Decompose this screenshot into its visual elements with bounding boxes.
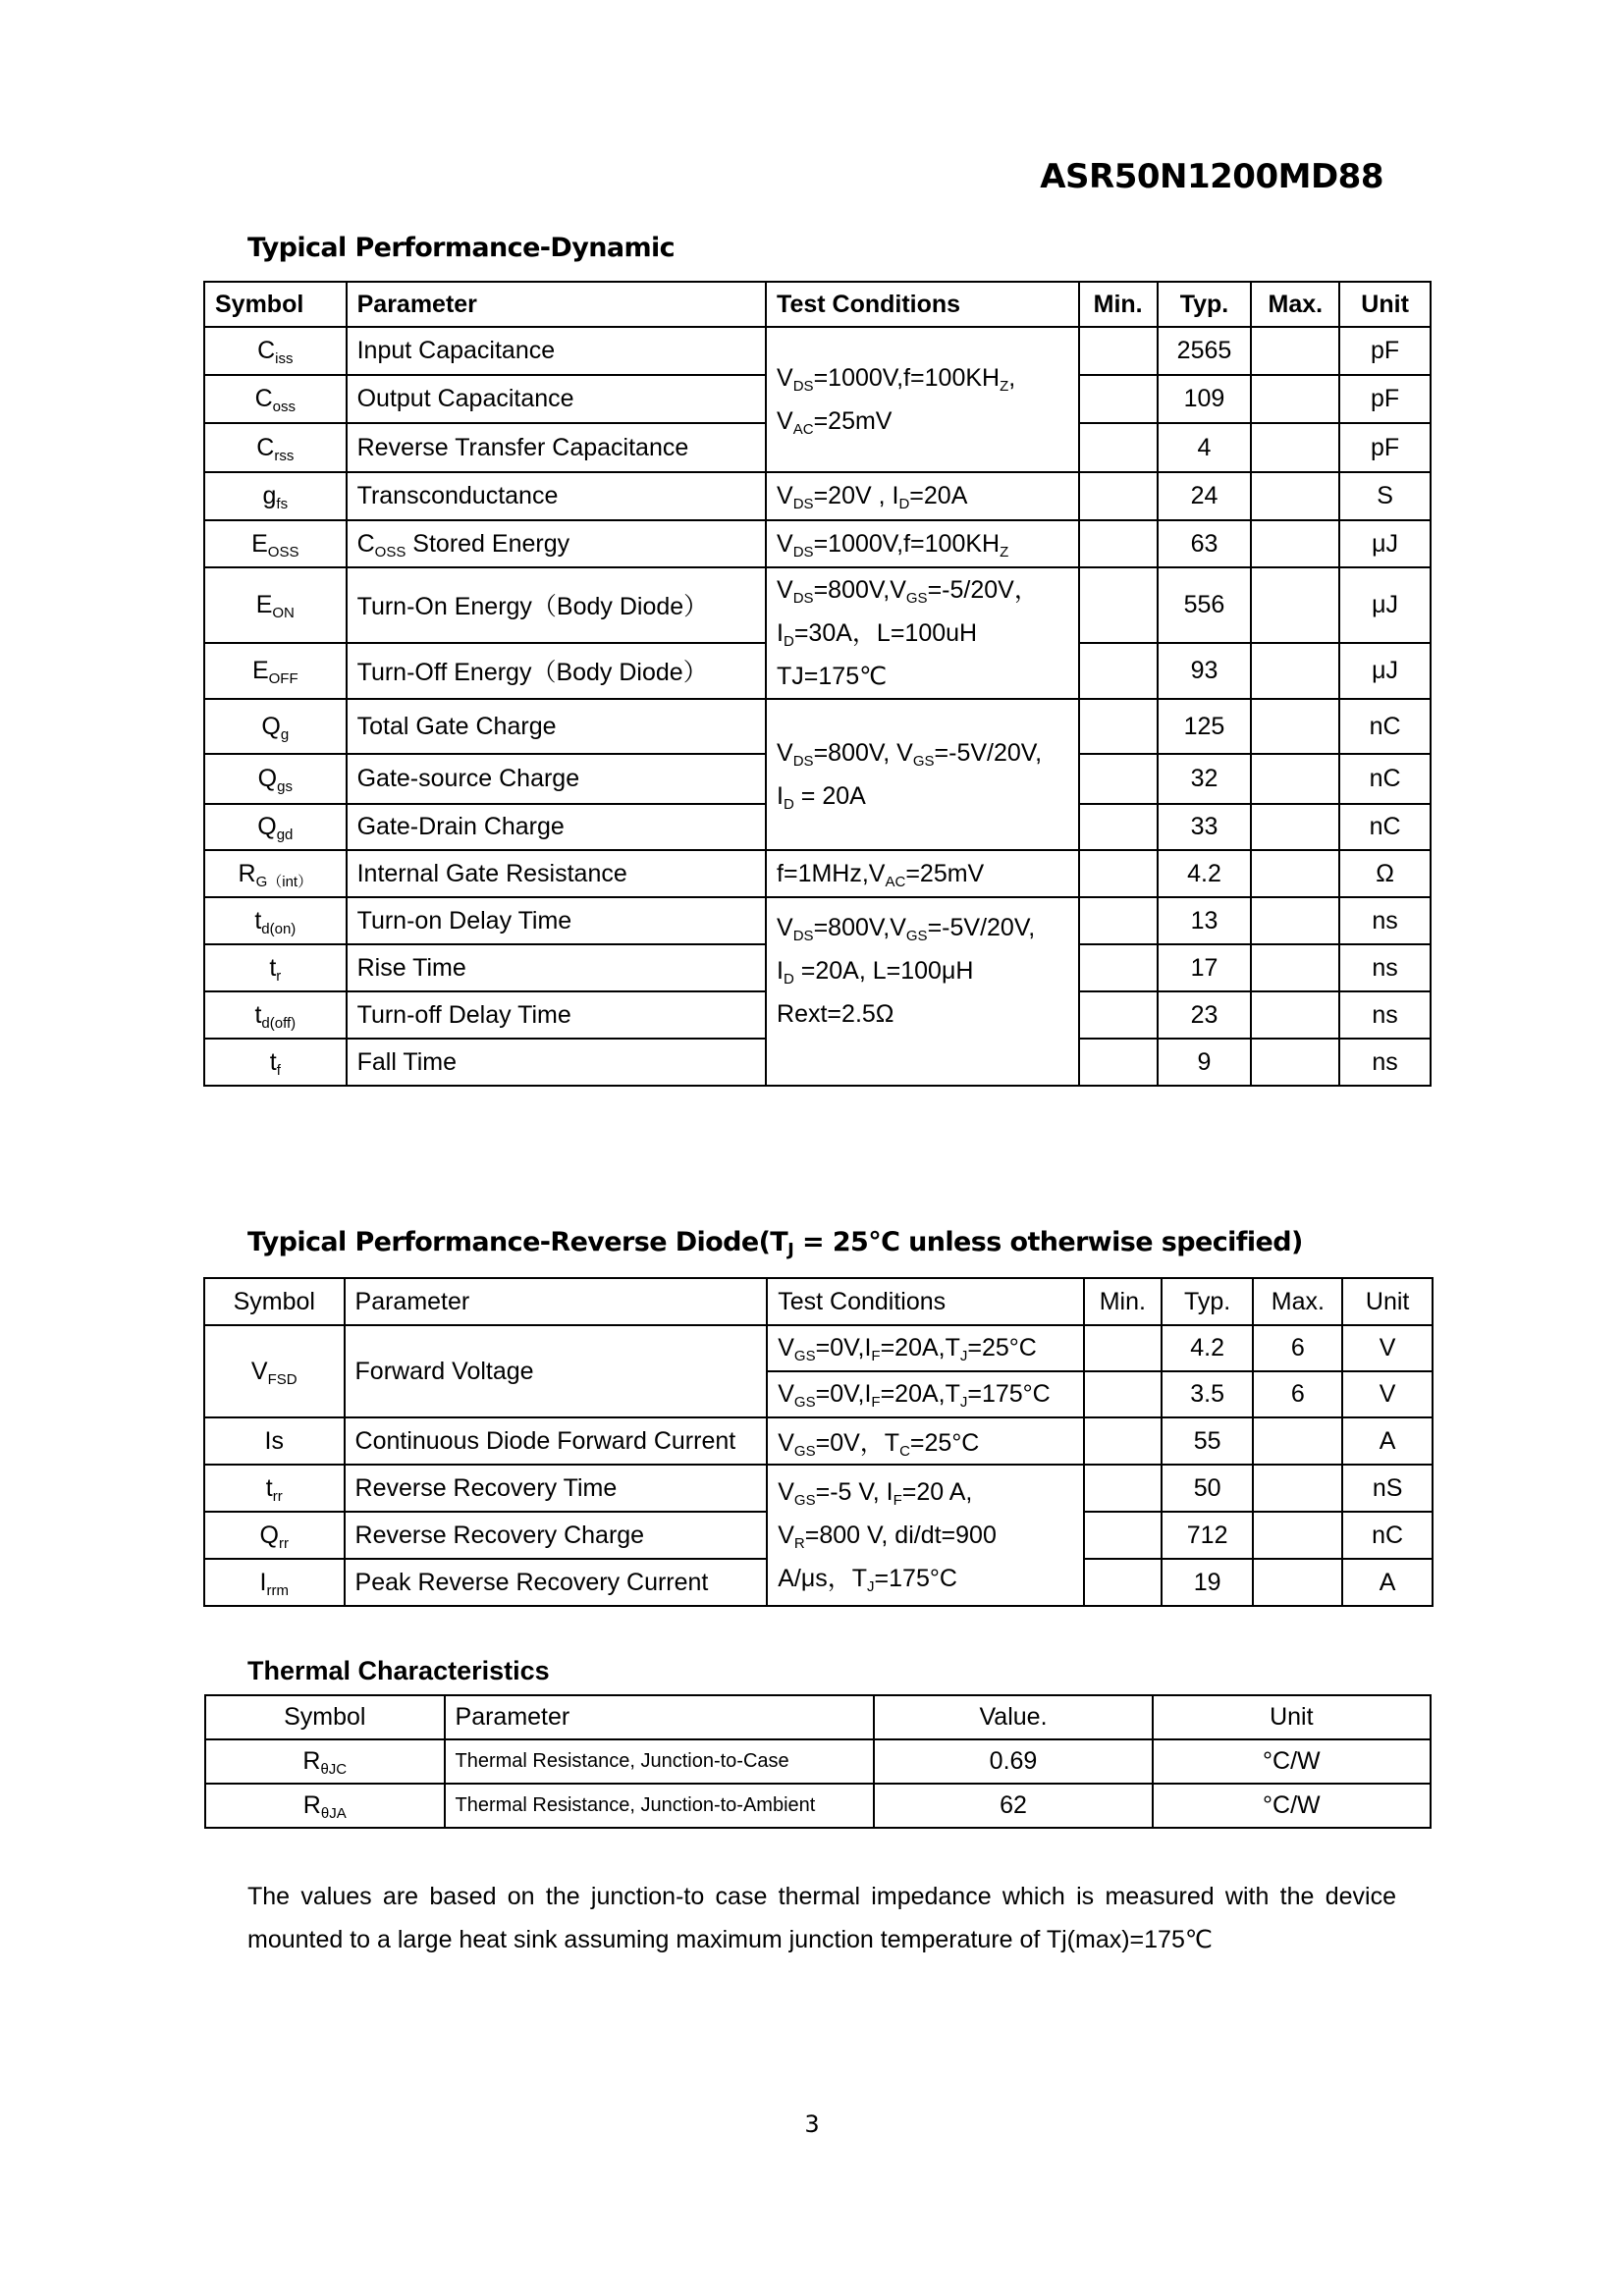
table-header-row: [205, 1695, 1431, 1739]
max-cell: [1251, 1039, 1339, 1086]
parameter-cell: Output Capacitance: [347, 375, 766, 423]
min-cell: [1079, 754, 1158, 804]
condition-cell: $V_{DS}=20V$ , $I_D=20A$: [766, 472, 1079, 520]
min-cell: [1079, 991, 1158, 1039]
table-row: [205, 1784, 1431, 1828]
max-cell: [1251, 991, 1339, 1039]
thermal-section-title: Thermal Characteristics: [247, 1656, 550, 1685]
unit-cell: μJ: [1339, 643, 1431, 699]
unit-cell: nC: [1339, 754, 1431, 804]
parameter-cell: Transconductance: [347, 472, 766, 520]
symbol-cell: $V_{FSD}$: [204, 1325, 345, 1417]
max-cell: [1253, 1559, 1342, 1606]
parameter-cell: Internal Gate Resistance: [347, 850, 766, 897]
symbol-cell: $E_{OFF}$: [204, 643, 347, 699]
max-cell: [1251, 897, 1339, 944]
min-cell: [1084, 1512, 1162, 1559]
col-header: Symbol: [204, 282, 347, 327]
typ-cell: 23: [1158, 991, 1252, 1039]
min-cell: [1079, 699, 1158, 754]
parameter-cell: Input Capacitance: [347, 327, 766, 375]
parameter-cell: $C_{OSS}$ Stored Energy: [347, 520, 766, 567]
unit-cell: nC: [1342, 1512, 1433, 1559]
unit-cell: pF: [1339, 327, 1431, 375]
typ-cell: 24: [1158, 472, 1252, 520]
col-header: Test Conditions: [766, 282, 1079, 327]
table-header-row: [204, 1278, 1433, 1325]
table-header-row: [204, 282, 1431, 327]
thermal-table: [204, 1694, 1432, 1829]
typ-cell: 32: [1158, 754, 1252, 804]
min-cell: [1079, 375, 1158, 423]
typ-cell: 13: [1158, 897, 1252, 944]
symbol-cell: $C_{rss}$: [204, 423, 347, 472]
condition-cell: $V_{DS}=1000V,f=100KH_Z$: [766, 520, 1079, 567]
symbol-cell: $R_{G(int)}$: [204, 850, 347, 897]
condition-cell: $V_{GS}=0V,I_F=20A,T_J=175^\circ C$: [767, 1371, 1084, 1417]
unit-cell: V: [1342, 1371, 1433, 1417]
typ-cell: 556: [1158, 567, 1252, 643]
min-cell: [1079, 520, 1158, 567]
max-cell: [1251, 804, 1339, 850]
min-cell: [1079, 472, 1158, 520]
symbol-cell: $t_r$: [204, 944, 347, 991]
max-cell: [1251, 423, 1339, 472]
typ-cell: 3.5: [1162, 1371, 1254, 1417]
symbol-cell: $g_{fs}$: [204, 472, 347, 520]
col-header: Typ.: [1162, 1278, 1254, 1325]
min-cell: [1084, 1465, 1162, 1512]
typ-cell: 17: [1158, 944, 1252, 991]
typ-cell: 712: [1162, 1512, 1254, 1559]
parameter-cell: Turn-On Energy（Body Diode）: [347, 567, 766, 643]
parameter-cell: Total Gate Charge: [347, 699, 766, 754]
table-row: [204, 472, 1431, 520]
unit-cell: μJ: [1339, 520, 1431, 567]
symbol-cell: $E_{ON}$: [204, 567, 347, 643]
col-header: Parameter: [347, 282, 766, 327]
col-header: Min.: [1079, 282, 1158, 327]
symbol-cell: $Q_g$: [204, 699, 347, 754]
max-cell: [1251, 699, 1339, 754]
parameter-cell: Peak Reverse Recovery Current: [345, 1559, 768, 1606]
symbol-cell: $t_{d(off)}$: [204, 991, 347, 1039]
table-row: [205, 1739, 1431, 1784]
min-cell: [1079, 944, 1158, 991]
parameter-cell: Turn-on Delay Time: [347, 897, 766, 944]
unit-cell: ns: [1339, 897, 1431, 944]
unit-cell: °C/W: [1153, 1784, 1431, 1828]
part-number: ASR50N1200MD88: [1040, 157, 1383, 196]
parameter-cell: Thermal Resistance, Junction-to-Ambient: [445, 1784, 875, 1828]
typ-cell: 63: [1158, 520, 1252, 567]
unit-cell: ns: [1339, 1039, 1431, 1086]
min-cell: [1079, 567, 1158, 643]
table-row: [204, 850, 1431, 897]
min-cell: [1079, 897, 1158, 944]
typ-cell: 50: [1162, 1465, 1254, 1512]
parameter-cell: Reverse Recovery Time: [345, 1465, 768, 1512]
max-cell: [1251, 472, 1339, 520]
min-cell: [1084, 1371, 1162, 1417]
max-cell: [1253, 1417, 1342, 1465]
table-row: [204, 327, 1431, 375]
typ-cell: 9: [1158, 1039, 1252, 1086]
max-cell: [1251, 944, 1339, 991]
typ-cell: 4.2: [1158, 850, 1252, 897]
parameter-cell: Turn-off Delay Time: [347, 991, 766, 1039]
max-cell: [1251, 850, 1339, 897]
typ-cell: 125: [1158, 699, 1252, 754]
typ-cell: 109: [1158, 375, 1252, 423]
min-cell: [1079, 804, 1158, 850]
min-cell: [1084, 1559, 1162, 1606]
col-header: Min.: [1084, 1278, 1162, 1325]
table-row: [204, 520, 1431, 567]
min-cell: [1079, 1039, 1158, 1086]
symbol-cell: Is: [204, 1417, 345, 1465]
col-header: Test Conditions: [767, 1278, 1084, 1325]
symbol-cell: $t_f$: [204, 1039, 347, 1086]
unit-cell: nC: [1339, 699, 1431, 754]
max-cell: [1251, 643, 1339, 699]
parameter-cell: Rise Time: [347, 944, 766, 991]
parameter-cell: Fall Time: [347, 1039, 766, 1086]
parameter-cell: Reverse Transfer Capacitance: [347, 423, 766, 472]
typ-cell: 4: [1158, 423, 1252, 472]
condition-cell: $V_{DS}=1000V,f=100KH_Z$, $V_{AC}=25mV$: [766, 327, 1079, 472]
col-header: Parameter: [445, 1695, 875, 1739]
unit-cell: μJ: [1339, 567, 1431, 643]
max-cell: 6: [1253, 1371, 1342, 1417]
table-row: [204, 567, 1431, 643]
min-cell: [1079, 643, 1158, 699]
unit-cell: V: [1342, 1325, 1433, 1371]
max-cell: [1251, 375, 1339, 423]
min-cell: [1079, 423, 1158, 472]
table-row: [204, 1417, 1433, 1465]
max-cell: [1251, 754, 1339, 804]
parameter-cell: Gate-Drain Charge: [347, 804, 766, 850]
reverse-section-title: Typical Performance-Reverse $Diode(T_J$ = 25℃ unless otherwise specified): [247, 1227, 1303, 1260]
table-row: [204, 1325, 1433, 1371]
col-header: Symbol: [204, 1278, 345, 1325]
symbol-cell: $Q_{gs}$: [204, 754, 347, 804]
unit-cell: A: [1342, 1417, 1433, 1465]
unit-cell: nS: [1342, 1465, 1433, 1512]
unit-cell: ns: [1339, 991, 1431, 1039]
condition-cell: $V_{GS}=0V$，$T_C=25^\circ C$: [767, 1417, 1084, 1465]
unit-cell: ns: [1339, 944, 1431, 991]
condition-cell: $V_{GS}=0V,I_F=20A,T_J=25^\circ C$: [767, 1325, 1084, 1371]
symbol-cell: $E_{OSS}$: [204, 520, 347, 567]
unit-cell: Ω: [1339, 850, 1431, 897]
max-cell: [1253, 1465, 1342, 1512]
symbol-cell: $t_{d(on)}$: [204, 897, 347, 944]
symbol-cell: $t_{rr}$: [204, 1465, 345, 1512]
parameter-cell: Forward Voltage: [345, 1325, 768, 1417]
max-cell: [1251, 327, 1339, 375]
typ-cell: 93: [1158, 643, 1252, 699]
unit-cell: S: [1339, 472, 1431, 520]
symbol-cell: $Q_{rr}$: [204, 1512, 345, 1559]
page-number: 3: [804, 2110, 820, 2138]
unit-cell: A: [1342, 1559, 1433, 1606]
unit-cell: pF: [1339, 423, 1431, 472]
symbol-cell: $I_{rrm}$: [204, 1559, 345, 1606]
table-row: [204, 1465, 1433, 1512]
condition-cell: $f=1MHz,V_{AC}=25mV$: [766, 850, 1079, 897]
min-cell: [1079, 850, 1158, 897]
symbol-cell: $R_{\theta JC}$: [205, 1739, 445, 1784]
col-header: Typ.: [1158, 282, 1252, 327]
typ-cell: 4.2: [1162, 1325, 1254, 1371]
col-header: Symbol: [205, 1695, 445, 1739]
symbol-cell: $C_{iss}$: [204, 327, 347, 375]
col-header: Unit: [1153, 1695, 1431, 1739]
table-row: [204, 699, 1431, 754]
parameter-cell: Turn-Off Energy（Body Diode）: [347, 643, 766, 699]
min-cell: [1084, 1325, 1162, 1371]
condition-cell: $V_{DS}=800V$, $V_{GS}=-5V/20V$, $I_D = 20A$: [766, 699, 1079, 850]
reverse-diode-table: [203, 1277, 1434, 1607]
typ-cell: 19: [1162, 1559, 1254, 1606]
value-cell: 62: [874, 1784, 1152, 1828]
typ-cell: 33: [1158, 804, 1252, 850]
col-header: Unit: [1339, 282, 1431, 327]
symbol-cell: $Q_{gd}$: [204, 804, 347, 850]
col-header: Value.: [874, 1695, 1152, 1739]
symbol-cell: $R_{\theta JA}$: [205, 1784, 445, 1828]
typ-cell: 2565: [1158, 327, 1252, 375]
parameter-cell: Reverse Recovery Charge: [345, 1512, 768, 1559]
table-row: [204, 897, 1431, 944]
min-cell: [1084, 1417, 1162, 1465]
col-header: Max.: [1253, 1278, 1342, 1325]
max-cell: 6: [1253, 1325, 1342, 1371]
parameter-cell: Thermal Resistance, Junction-to-Case: [445, 1739, 875, 1784]
condition-cell: $V_{DS}=800V,V_{GS}=-5V/20V$, $I_D =20A$, L=100μH Rext=2.5Ω: [766, 897, 1079, 1086]
min-cell: [1079, 327, 1158, 375]
max-cell: [1253, 1512, 1342, 1559]
condition-cell: $V_{DS}=800V,V_{GS}=-5/20V$， $I_D=30A$，L=100uH TJ=175℃: [766, 567, 1079, 699]
col-header: Unit: [1342, 1278, 1433, 1325]
symbol-cell: $C_{oss}$: [204, 375, 347, 423]
parameter-cell: Continuous Diode Forward Current: [345, 1417, 768, 1465]
col-header: Parameter: [345, 1278, 768, 1325]
condition-cell: $V_{GS}=-5$ V, $I_F=20$ A, $V_R=800$ V, di/dt=900 A/μs，$T_J=175^\circ C$: [767, 1465, 1084, 1606]
parameter-cell: Gate-source Charge: [347, 754, 766, 804]
max-cell: [1251, 520, 1339, 567]
typ-cell: 55: [1162, 1417, 1254, 1465]
unit-cell: nC: [1339, 804, 1431, 850]
unit-cell: pF: [1339, 375, 1431, 423]
dynamic-section-title: Typical Performance-Dynamic: [247, 233, 676, 263]
dynamic-table: [203, 281, 1432, 1087]
thermal-note: The values are based on the junction-to case thermal impedance which is measured with the device mounted to a large heat sink assuming maximum junction temperature of Tj(max)=175℃: [247, 1883, 1396, 1953]
col-header: Max.: [1251, 282, 1339, 327]
value-cell: 0.69: [874, 1739, 1152, 1784]
max-cell: [1251, 567, 1339, 643]
unit-cell: °C/W: [1153, 1739, 1431, 1784]
